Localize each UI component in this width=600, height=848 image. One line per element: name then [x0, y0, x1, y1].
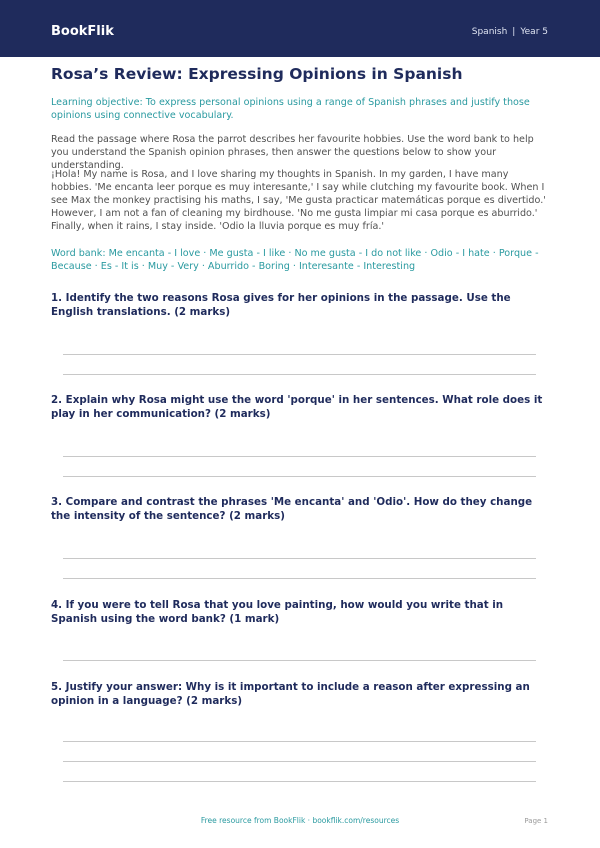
- learning-objective: Learning objective: To express personal opinions using a range of Spanish phrases and justify those opinions using connective vocabulary.: [51, 97, 530, 121]
- question-1: 1. Identify the two reasons Rosa gives for her opinions in the passage. Use the English translations. (2 marks): [51, 292, 511, 318]
- page-title: Rosa’s Review: Expressing Opinions in Spanish: [51, 65, 463, 83]
- answer-line[interactable]: [63, 660, 536, 661]
- word-bank: Word bank: Me encanta - I love · Me gusta - I like · No me gusta - I do not like · Odio - I hate · Porque - Because · Es - It is · Muy - Very · Aburrido - Boring · Interesante - Interesting: [51, 248, 539, 272]
- header-bar: [0, 0, 600, 57]
- footer-source[interactable]: Free resource from BookFlik · bookflik.com/resources: [200, 816, 400, 825]
- header-meta: [472, 27, 548, 37]
- brand-logo-text[interactable]: BookFlik: [51, 24, 114, 39]
- answer-line[interactable]: [63, 476, 536, 477]
- instructions: Read the passage where Rosa the parrot describes her favourite hobbies. Use the word bank to help you understand the Spanish opinion phrases, then answer the questions below to show your understanding.: [51, 134, 534, 171]
- answer-line[interactable]: [63, 761, 536, 762]
- question-4: 4. If you were to tell Rosa that you love painting, how would you write that in Spanish using the word bank? (1 mark): [51, 599, 504, 625]
- question-3: 3. Compare and contrast the phrases 'Me encanta' and 'Odio'. How do they change the intensity of the sentence? (2 marks): [51, 496, 533, 522]
- answer-line[interactable]: [63, 374, 536, 375]
- answer-line[interactable]: [63, 558, 536, 559]
- question-5: 5. Justify your answer: Why is it important to include a reason after expressing an opinion in a language? (2 marks): [51, 681, 530, 707]
- story-passage: ¡Hola! My name is Rosa, and I love sharing my thoughts in Spanish. In my garden, I have many hobbies. 'Me encanta leer porque es muy interesante,' I say while clutching my favourite book. When I see Max the monkey practising his maths, I say, 'Me gusta practicar matemáticas porque es divertido.' However, I am not a fan of cleaning my birdhouse. 'No me gusta limpiar mi casa porque es aburrido.' Finally, when it rains, I stay inside. 'Odio la lluvia porque es muy fría.': [51, 169, 546, 232]
- year-label: Year 5: [520, 27, 548, 37]
- answer-line[interactable]: [63, 456, 536, 457]
- answer-line[interactable]: [63, 781, 536, 782]
- meta-separator: |: [512, 27, 516, 37]
- subject-label: Spanish: [471, 27, 508, 37]
- answer-line[interactable]: [63, 354, 536, 355]
- question-2: 2. Explain why Rosa might use the word 'porque' in her sentences. What role does it play in her communication? (2 marks): [51, 394, 543, 420]
- page-number: Page 1: [524, 817, 548, 825]
- answer-line[interactable]: [63, 578, 536, 579]
- answer-line[interactable]: [63, 741, 536, 742]
